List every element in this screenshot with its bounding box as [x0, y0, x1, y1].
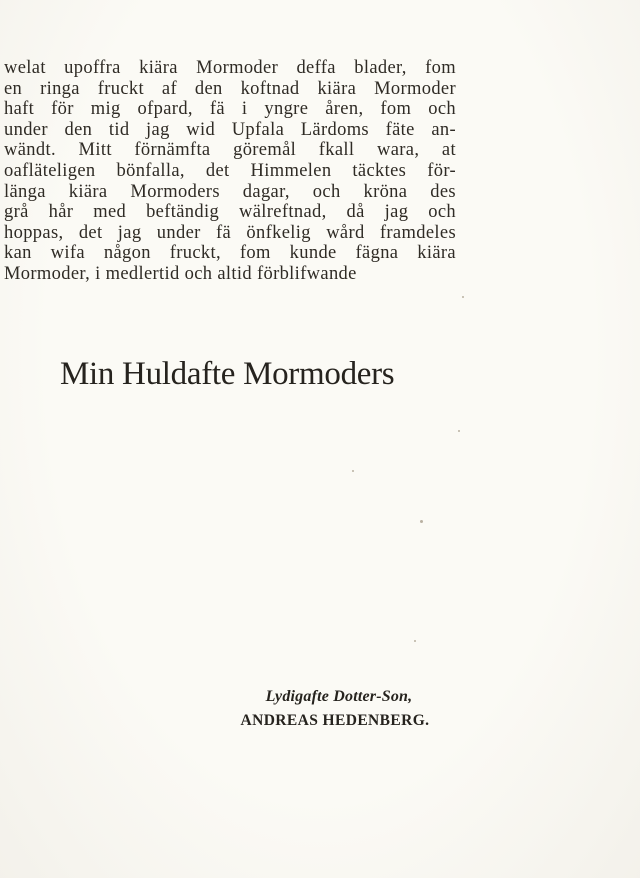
text-line: hoppas, det jag under fä önfkelig wård framdeles — [4, 222, 456, 243]
signature-name: ANDREAS HEDENBERG. — [240, 712, 430, 729]
text-line: länga kiära Mormoders dagar, och kröna des — [4, 181, 456, 202]
paper-speck — [458, 430, 460, 432]
text-line: kan wifa någon fruckt, fom kunde fägna kiära — [4, 243, 456, 264]
paper-speck — [420, 520, 423, 523]
paper-speck — [414, 640, 416, 642]
text-line: oafläteligen bönfalla, det Himmelen täcktes för- — [4, 160, 456, 181]
signature-salutation: Lydigafte Dotter-Son, — [265, 688, 413, 705]
signature-block — [215, 686, 455, 732]
text-line: Mormoder, i medlertid och altid förblifwande — [4, 263, 357, 284]
text-line: under den tid jag wid Upfala Lärdoms fäte an- — [4, 119, 456, 140]
text-line: grå hår med beftändig wälreftnad, då jag och — [4, 202, 456, 223]
body-paragraph — [4, 58, 456, 285]
text-line: en ringa fruckt af den koftnad kiära Mormoder — [4, 78, 456, 99]
text-line: haft för mig ofpard, fä i yngre åren, fom och — [4, 99, 456, 120]
closing-heading: Min Huldafte Mormoders — [60, 356, 395, 392]
paper-speck — [462, 296, 464, 298]
text-line: welat upoffra kiära Mormoder deffa blader, fom — [4, 58, 456, 78]
paper-speck — [352, 470, 354, 472]
text-line: wändt. Mitt förnämfta göremål fkall wara, at — [4, 140, 456, 161]
